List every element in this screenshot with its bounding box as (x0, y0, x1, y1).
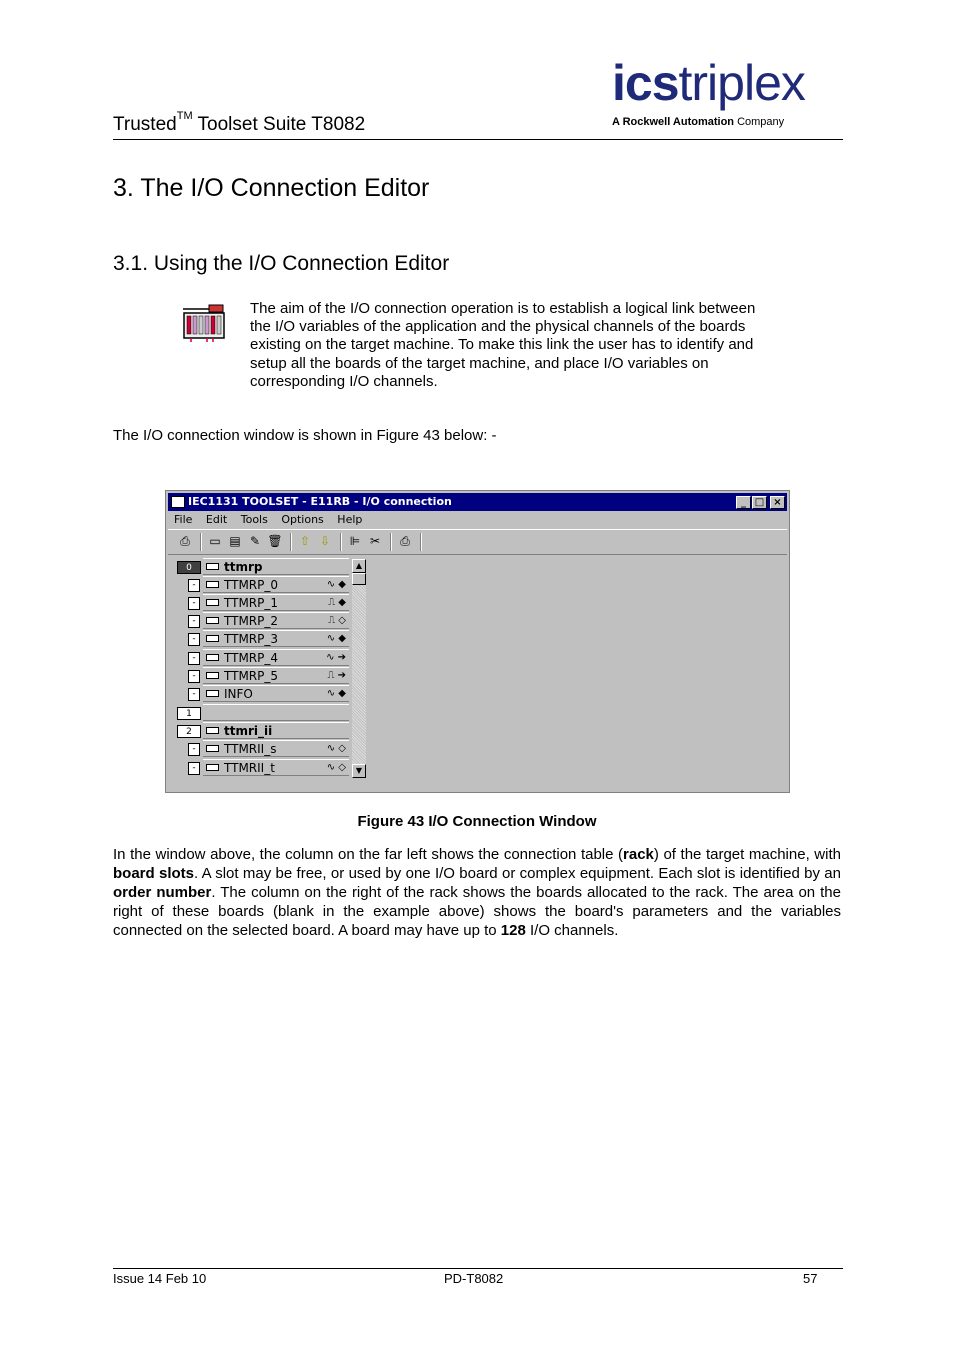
window-title: IEC1131 TOOLSET - E11RB - I/O connection (188, 495, 452, 508)
board-icon (206, 654, 219, 661)
toolbar-separator (200, 533, 202, 551)
menu-file[interactable]: File (174, 513, 193, 526)
slot-number[interactable]: 1 (177, 707, 201, 720)
board-row[interactable]: ttmri_ii (203, 722, 349, 739)
board-row[interactable]: TTMRP_3 ∿ ◆ (203, 630, 349, 647)
board-icon (206, 690, 219, 697)
figure-caption: Figure 43 I/O Connection Window (357, 813, 597, 830)
scroll-thumb[interactable] (352, 573, 366, 585)
connect-icon[interactable]: ⊫ (349, 534, 361, 548)
intro-paragraph: The aim of the I/O connection operation is to establish a logical link between the I/O variables of the application and the physical channels of the boards existing on the target machine. To make this link the user has to identify and setup all the boards of the target machine, and place I/O variables on corresponding I/O channels. (250, 300, 756, 390)
toolbar-separator (340, 533, 342, 551)
board-icon (206, 581, 219, 588)
board-icon (206, 617, 219, 624)
window-titlebar (168, 493, 787, 511)
collapse-button[interactable]: - (188, 615, 200, 628)
board-row[interactable]: TTMRP_0 ∿ ◆ (203, 576, 349, 593)
toolbar (168, 529, 787, 555)
board-icon (206, 672, 219, 679)
subsection-title: 3.1. Using the I/O Connection Editor (113, 252, 450, 275)
body-paragraph: In the window above, the column on the far left shows the connection table (rack) of the target machine, with board slots. A slot may be free, or used by one I/O board or complex equipment. Each slot is identified by an order number. The column on the right of the rack shows the boards allocated to the rack. The area on the right of these boards (blank in the example above) shows the board's parameters and the variables connected on the selected board. A board may have up to 128 I/O channels. (113, 846, 841, 939)
print-icon[interactable]: ⎙ (400, 534, 410, 548)
rack-icon[interactable]: ⎙ (180, 534, 190, 548)
board-edit-icon[interactable]: ✎ (249, 534, 261, 548)
board-row-empty[interactable] (203, 704, 349, 721)
arrow-down-icon[interactable]: ⇩ (319, 534, 331, 548)
section-title: 3. The I/O Connection Editor (113, 174, 430, 202)
collapse-button[interactable]: - (188, 579, 200, 592)
board-row[interactable]: TTMRP_4 ∿ ➔ (203, 649, 349, 666)
menu-edit[interactable]: Edit (205, 513, 228, 526)
vertical-scrollbar[interactable] (352, 559, 366, 778)
toolbar-separator (420, 533, 422, 551)
rack-board-icon (206, 563, 219, 570)
menu-tools[interactable]: Tools (240, 513, 268, 526)
io-board-icon (183, 304, 225, 342)
board-row[interactable]: TTMRII_t ∿ ◇ (203, 759, 349, 776)
board-row[interactable]: INFO ∿ ◆ (203, 685, 349, 702)
collapse-button[interactable]: - (188, 597, 200, 610)
board-row[interactable]: TTMRII_s ∿ ◇ (203, 740, 349, 757)
company-logo: icstriplex A Rockwell Automation Company (612, 55, 805, 128)
board-row[interactable]: TTMRP_5 ⎍ ➔ (203, 667, 349, 684)
footer-doc-id: PD-T8082 (444, 1271, 504, 1286)
board-icon (206, 635, 219, 642)
rack-board-icon (206, 727, 219, 734)
scroll-down-arrow-icon[interactable]: ▼ (352, 764, 366, 778)
delete-icon[interactable]: 🗑 (267, 534, 283, 548)
header-rule (113, 139, 843, 140)
collapse-button[interactable]: - (188, 652, 200, 665)
header-title: Trusted™ Toolset Suite T8082 (113, 110, 366, 135)
toolbar-separator (290, 533, 292, 551)
minimize-button[interactable]: _ (736, 496, 751, 509)
board-icon (206, 764, 219, 771)
collapse-button[interactable]: - (188, 743, 200, 756)
footer-rule (113, 1268, 843, 1269)
cut-icon[interactable]: ✂ (369, 534, 381, 548)
menu-options[interactable]: Options (281, 513, 324, 526)
arrow-up-icon[interactable]: ⇧ (299, 534, 311, 548)
io-connection-window (165, 490, 790, 793)
collapse-button[interactable]: - (188, 688, 200, 701)
collapse-button[interactable]: - (188, 633, 200, 646)
footer-page-number: 57 (803, 1271, 818, 1286)
lead-sentence: The I/O connection window is shown in Figure 43 below: - (113, 427, 497, 444)
board-params-icon[interactable]: ▤ (229, 534, 241, 548)
collapse-button[interactable]: - (188, 762, 200, 775)
board-icon[interactable]: ▭ (209, 534, 221, 548)
menu-help[interactable]: Help (337, 513, 363, 526)
board-row[interactable]: TTMRP_1 ⎍ ◆ (203, 594, 349, 611)
collapse-button[interactable]: - (188, 670, 200, 683)
board-row[interactable]: ttmrp (203, 558, 349, 575)
slot-number[interactable]: 0 (177, 561, 201, 574)
app-icon (171, 496, 185, 508)
board-icon (206, 599, 219, 606)
board-icon (206, 745, 219, 752)
slot-number[interactable]: 2 (177, 725, 201, 738)
close-button[interactable]: × (770, 496, 785, 509)
scroll-up-arrow-icon[interactable]: ▲ (352, 559, 366, 573)
toolbar-separator (390, 533, 392, 551)
footer-issue: Issue 14 Feb 10 (113, 1271, 207, 1286)
maximize-button[interactable]: □ (752, 496, 767, 509)
board-row[interactable]: TTMRP_2 ⎍ ◇ (203, 612, 349, 629)
menu-bar (174, 513, 372, 526)
